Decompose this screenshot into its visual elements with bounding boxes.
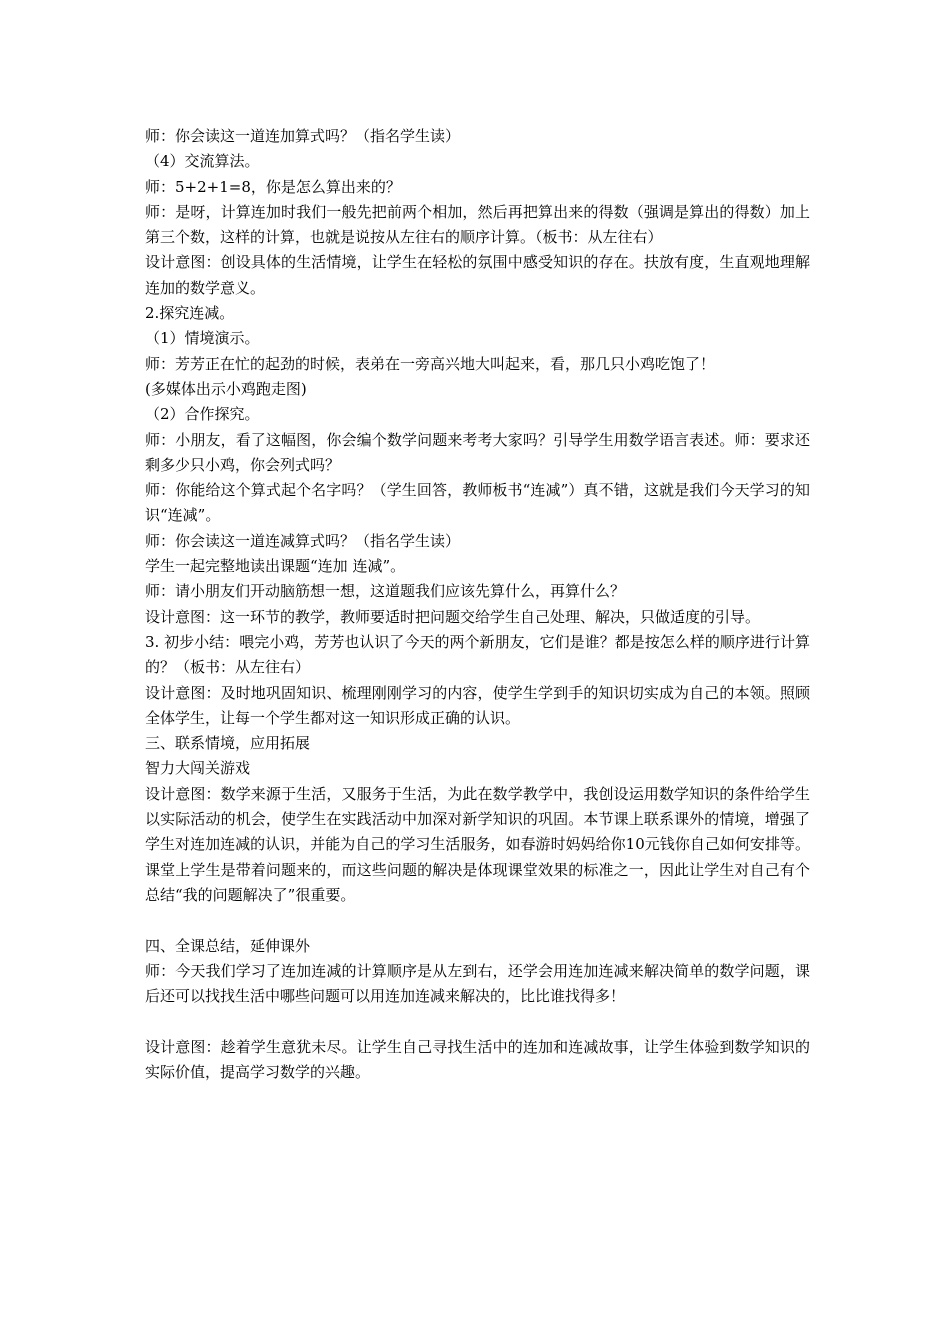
- paragraph: 师：是呀，计算连加时我们一般先把前两个相加，然后再把算出来的得数（强调是算出的得数）加上第三个数，这样的计算，也就是说按从左往右的顺序计算。（板书：从左往右）: [145, 202, 810, 247]
- paragraph: 师：请小朋友们开动脑筋想一想，这道题我们应该先算什么，再算什么？: [145, 582, 626, 601]
- document-body: [145, 124, 810, 1085]
- section-heading: 四、全课总结，延伸课外: [145, 936, 311, 955]
- paragraph: 师：今天我们学习了连加连减的计算顺序是从左到右，还学会用连加连减来解决简单的数学问题，课后还可以找找生活中哪些问题可以用连加连减来解决的，比比谁找得多！: [145, 961, 810, 1006]
- section-heading: 2.探究连减。: [145, 304, 235, 323]
- paragraph: 师：你会读这一道连加算式吗？（指名学生读）: [145, 127, 461, 145]
- paragraph: （1）情境演示。: [145, 329, 260, 348]
- paragraph: 师：芳芳正在忙的起劲的时候，表弟在一旁高兴地大叫起来，看，那几只小鸡吃饱了！: [145, 354, 716, 373]
- paragraph: 师：你会读这一道连减算式吗？（指名学生读）: [145, 531, 461, 550]
- paragraph: 设计意图：及时地巩固知识、梳理刚刚学习的内容，使学生学到手的知识切实成为自己的本领。照顾全体学生，让每一个学生都对这一知识形成正确的认识。: [145, 683, 810, 727]
- paragraph: 师：小朋友，看了这幅图，你会编个数学问题来考考大家吗？引导学生用数学语言表述。师：要求还剩多少只小鸡，你会列式吗？: [145, 430, 810, 474]
- paragraph: 智力大闯关游戏: [145, 759, 251, 778]
- paragraph: 师：你能给这个算式起个名字吗？（学生回答，教师板书“连减”）真不错，这就是我们今天学习的知识“连减”。: [145, 481, 810, 525]
- paragraph: 设计意图：这一环节的教学，教师要适时把问题交给学生自己处理、解决，只做适度的引导。: [145, 607, 761, 626]
- paragraph: 学生一起完整地读出课题“连加 连减”。: [145, 557, 406, 576]
- paragraph: 设计意图：趁着学生意犹未尽。让学生自己寻找生活中的连加和连减故事，让学生体验到数学知识的实际价值，提高学习数学的兴趣。: [145, 1037, 810, 1081]
- paragraph: (多媒体出示小鸡跑走图): [145, 379, 307, 398]
- paragraph: （2）合作探究。: [145, 405, 260, 424]
- paragraph: 3. 初步小结：喂完小鸡，芳芳也认识了今天的两个新朋友，它们是谁？都是按怎么样的顺序进行计算的？（板书：从左往右）: [145, 632, 810, 677]
- paragraph: 师：5+2+1=8，你是怎么算出来的？: [145, 177, 401, 196]
- paragraph: 设计意图：创设具体的生活情境，让学生在轻松的氛围中感受知识的存在。扶放有度，生直观地理解连加的数学意义。: [145, 253, 810, 297]
- paragraph: 设计意图：数学来源于生活，又服务于生活，为此在数学教学中，我创设运用数学知识的条件给学生以实际活动的机会，使学生在实践活动中加深对新学知识的巩固。本节课上联系课外的情境，增强了学生对连加连减的认识，并能为自己的学习生活服务，如春游时妈妈给你10元钱你自己如何安排等。课堂上学生是带着问题来的，而这些问题的解决是体现课堂效果的标准之一，因此让学生对自己有个总结“我的问题解决了”很重要。: [145, 784, 810, 904]
- paragraph: （4）交流算法。: [145, 152, 260, 171]
- blank-line: [145, 908, 810, 933]
- section-heading: 三、联系情境，应用拓展: [145, 734, 311, 753]
- blank-line: [145, 1009, 810, 1034]
